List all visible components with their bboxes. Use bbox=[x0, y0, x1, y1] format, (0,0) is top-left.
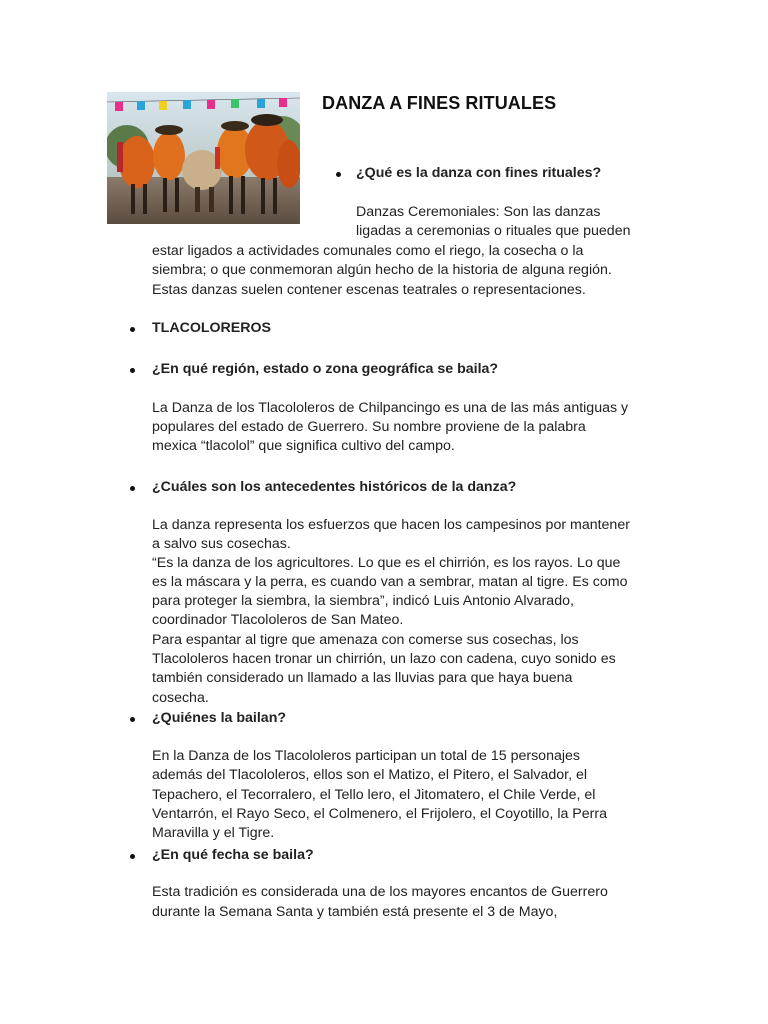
q3-body-line-6: coordinador Tlacololeros de San Mateo. bbox=[152, 612, 404, 628]
q3-body-line-3: “Es la danza de los agricultores. Lo que es el chirrión, es los rayos. Lo que bbox=[152, 555, 621, 571]
q3-body-line-7: Para espantar al tigre que amenaza con comerse sus cosechas, los bbox=[152, 632, 579, 648]
bullet-heading-2 bbox=[130, 327, 135, 332]
q2-body-line-2: populares del estado de Guerrero. Su nombre proviene de la palabra bbox=[152, 419, 586, 435]
q2-body-line-3: mexica “tlacolol” que significa cultivo del campo. bbox=[152, 438, 455, 454]
q4-body-line-3: Tepachero, el Tecorralero, el Tello lero, el Jitomatero, el Chile Verde, el bbox=[152, 787, 596, 803]
bullet-q1 bbox=[336, 172, 341, 177]
q1-body-line-2: ligadas a ceremonias o rituales que pueden bbox=[356, 223, 631, 239]
dance-photo-illustration bbox=[107, 92, 300, 224]
q3-body-line-1: La danza representa los esfuerzos que hacen los campesinos por mantener bbox=[152, 517, 630, 533]
question-3: ¿Cuáles son los antecedentes históricos de la danza? bbox=[152, 479, 517, 495]
q4-body-line-5: Maravilla y el Tigre. bbox=[152, 825, 275, 841]
dance-photo bbox=[107, 92, 300, 224]
question-4: ¿Quiénes la bailan? bbox=[152, 710, 287, 726]
q3-body-line-5: para proteger la siembra, la siembra”, indicó Luis Antonio Alvarado, bbox=[152, 593, 574, 609]
q5-body-line-1: Esta tradición es considerada una de los mayores encantos de Guerrero bbox=[152, 884, 608, 900]
bullet-q2 bbox=[130, 368, 135, 373]
q3-body-line-10: cosecha. bbox=[152, 690, 209, 706]
question-2: ¿En qué región, estado o zona geográfica se baila? bbox=[152, 361, 499, 377]
q4-body-line-2: además del Tlacololeros, ellos son el Matizo, el Pitero, el Salvador, el bbox=[152, 767, 588, 783]
q4-body-line-1: En la Danza de los Tlacololeros participan un total de 15 personajes bbox=[152, 748, 580, 764]
heading-tlacoloreros: TLACOLOREROS bbox=[152, 320, 272, 336]
q3-body-line-2: a salvo sus cosechas. bbox=[152, 536, 291, 552]
question-5: ¿En qué fecha se baila? bbox=[152, 847, 314, 863]
bullet-q3 bbox=[130, 486, 135, 491]
q1-body-line-4: siembra; o que conmemoran algún hecho de la historia de alguna región. bbox=[152, 262, 612, 278]
q1-body-line-5: Estas danzas suelen contener escenas teatrales o representaciones. bbox=[152, 282, 586, 298]
bullet-q4 bbox=[130, 717, 135, 722]
question-1: ¿Qué es la danza con fines rituales? bbox=[356, 165, 602, 181]
bullet-q5 bbox=[130, 854, 135, 859]
q3-body-line-9: también considerado un llamado a las lluvias para que haya buena bbox=[152, 670, 573, 686]
q3-body-line-8: Tlacololeros hacen tronar un chirrión, un lazo con cadena, cuyo sonido es bbox=[152, 651, 616, 667]
q3-body-line-4: es la máscara y la perra, es cuando van a sembrar, matan al tigre. Es como bbox=[152, 574, 628, 590]
q2-body-line-1: La Danza de los Tlacololeros de Chilpancingo es una de las más antiguas y bbox=[152, 400, 629, 416]
q4-body-line-4: Ventarrón, el Rayo Seco, el Colmenero, el Frijolero, el Coyotillo, la Perra bbox=[152, 806, 607, 822]
document-title: DANZA A FINES RITUALES bbox=[322, 93, 557, 113]
q1-body-line-1: Danzas Ceremoniales: Son las danzas bbox=[356, 204, 601, 220]
q5-body-line-2: durante la Semana Santa y también está presente el 3 de Mayo, bbox=[152, 904, 558, 920]
q1-body-line-3: estar ligados a actividades comunales como el riego, la cosecha o la bbox=[152, 243, 584, 259]
